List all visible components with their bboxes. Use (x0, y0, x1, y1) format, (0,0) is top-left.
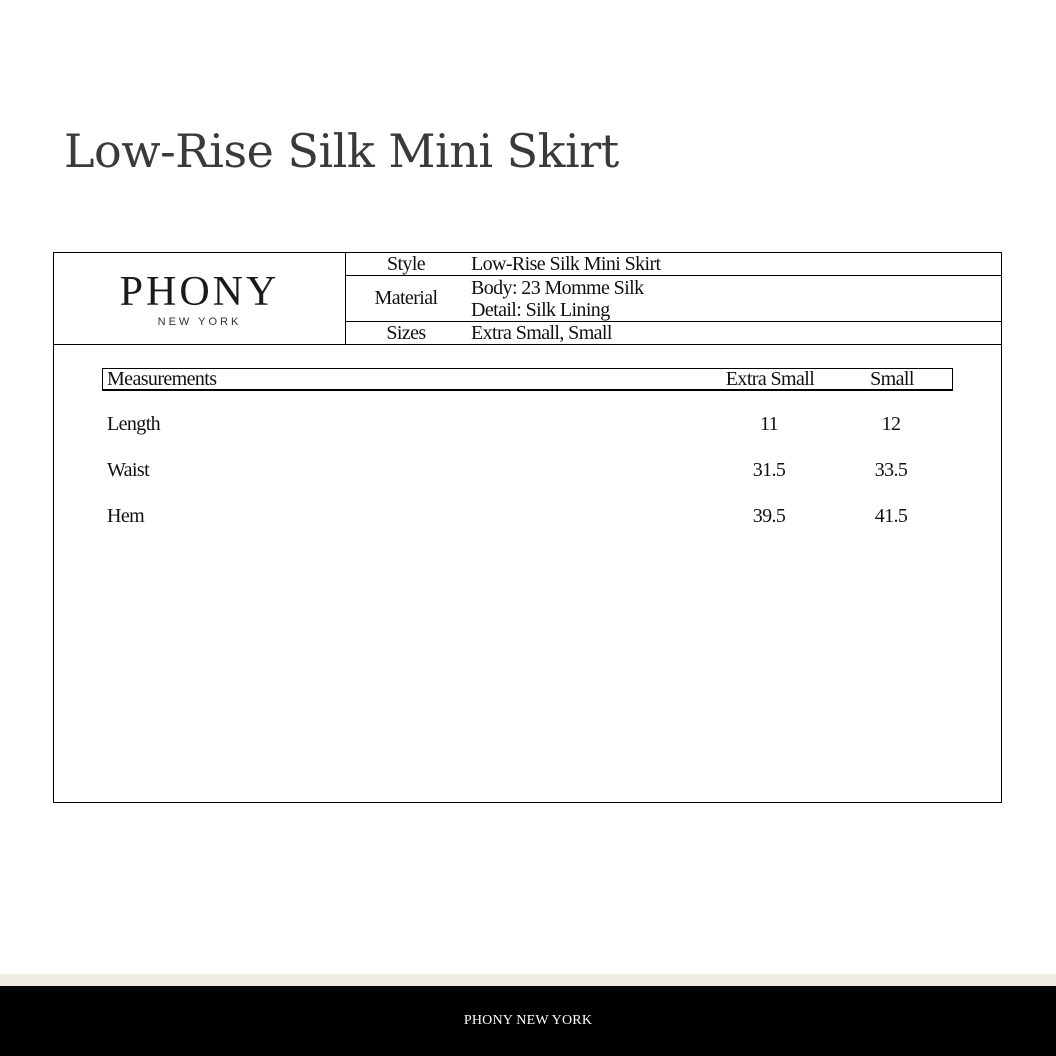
logo-wordmark: PHONY (119, 269, 280, 315)
spec-sheet (53, 252, 1002, 803)
table-row (107, 457, 957, 483)
spec-value-material (471, 276, 997, 321)
table-row (107, 503, 957, 529)
value-extra-small: 11 (759, 413, 779, 435)
value-extra-small: 31.5 (752, 459, 786, 481)
spec-row-style (346, 253, 1001, 276)
material-line: Body: 23 Momme Silk (471, 276, 644, 299)
row-label: Hem (107, 505, 145, 527)
spec-header (54, 253, 1001, 345)
brand-logo (54, 253, 346, 344)
logo-location: NEW YORK (157, 316, 242, 328)
footer-divider-strip (0, 974, 1056, 986)
table-row (107, 411, 957, 437)
row-label: Waist (107, 459, 150, 481)
row-label: Length (107, 413, 161, 435)
spec-row-material (346, 276, 1001, 322)
spec-label-style: Style (386, 252, 426, 275)
spec-value-style (471, 253, 997, 275)
footer-bar (0, 986, 1056, 1056)
column-header-extra-small: Extra Small (725, 368, 815, 390)
spec-value-sizes (471, 322, 997, 344)
spec-value-sizes-text: Extra Small, Small (471, 322, 612, 344)
value-small: 12 (881, 413, 901, 435)
column-header-small: Small (870, 368, 914, 390)
value-small: 41.5 (874, 505, 908, 527)
spec-label-sizes: Sizes (386, 321, 426, 344)
material-line: Detail: Silk Lining (471, 298, 610, 321)
value-small: 33.5 (874, 459, 908, 481)
spec-row-sizes (346, 322, 1001, 344)
measurements-header (102, 368, 953, 391)
spec-value-style-text: Low-Rise Silk Mini Skirt (471, 253, 661, 275)
spec-label-material: Material (374, 287, 438, 309)
measurements-header-label: Measurements (107, 368, 217, 390)
footer-text: PHONY NEW YORK (463, 1013, 593, 1028)
page-title: Low-Rise Silk Mini Skirt (64, 124, 619, 178)
value-extra-small: 39.5 (752, 505, 786, 527)
